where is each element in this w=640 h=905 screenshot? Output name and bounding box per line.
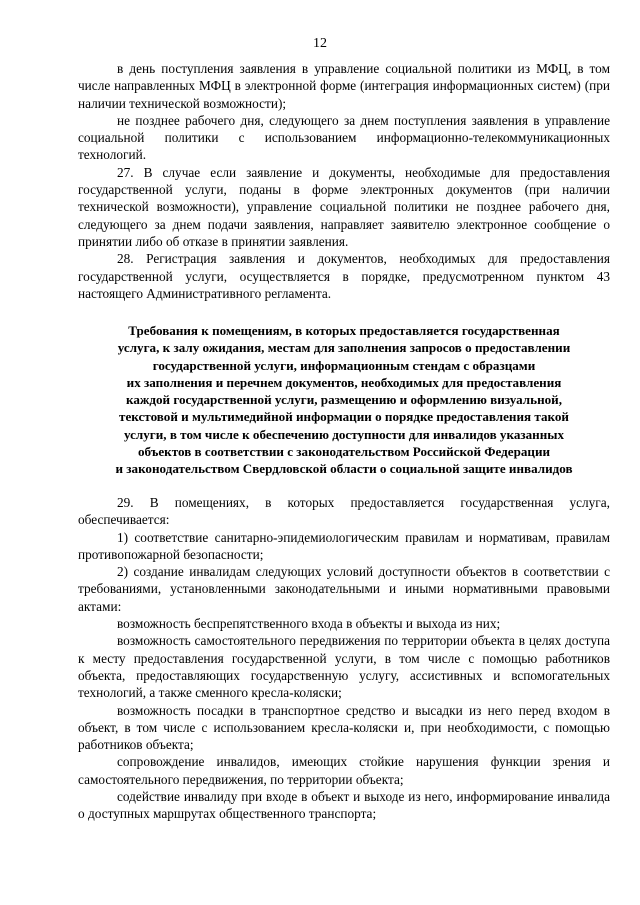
paragraph: 29. В помещениях, в которых предоставляется государственная услуга, обеспечивается: bbox=[78, 495, 610, 528]
heading-line: услуги, в том числе к обеспечению доступности для инвалидов указанных bbox=[123, 426, 565, 442]
paragraph: не позднее рабочего дня, следующего за днем поступления заявления в управление социальной политики с использованием информационно-телекоммуникационных технологий. bbox=[78, 112, 610, 163]
heading-line: Требования к помещениям, в которых предоставляется государственная bbox=[128, 323, 560, 338]
paragraph: сопровождение инвалидов, имеющих стойкие нарушения функции зрения и самостоятельного передвижения, по территории объекта; bbox=[78, 754, 610, 787]
paragraph: 28. Регистрация заявления и документов, необходимых для предоставления государственной услуги, осуществляется в порядке, предусмотренном пунктом 43 настоящего Административного регламента. bbox=[78, 251, 610, 301]
paragraph: содействие инвалиду при входе в объект и выходе из него, информирование инвалида о доступных маршрутах общественного транспорта; bbox=[78, 789, 610, 822]
paragraph: возможность посадки в транспортное средство и высадки из него перед входом в объект, в том числе с использованием кресла-коляски и, при необходимости, с помощью работников объекта; bbox=[78, 702, 610, 753]
heading-line: государственной услуги, информационным стендам с образцами bbox=[152, 357, 536, 373]
page-number: 12 bbox=[313, 36, 327, 51]
section-heading bbox=[78, 322, 610, 478]
paragraph: в день поступления заявления в управление социальной политики из МФЦ, в том числе направленных МФЦ в электронной форме (интеграция информационных систем) (при наличии технической возможности); bbox=[78, 61, 610, 111]
paragraph: 1) соответствие санитарно-эпидемиологическим правилам и нормативам, правилам противопожарной безопасности; bbox=[78, 529, 610, 562]
heading-line: их заполнения и перечнем документов, необходимых для предоставления bbox=[126, 374, 562, 390]
heading-line: и законодательством Свердловской области о социальной защите инвалидов bbox=[115, 461, 573, 477]
paragraph: возможность беспрепятственного входа в объекты и выхода из них; bbox=[117, 616, 501, 632]
heading-line: текстовой и мультимедийной информации о порядке предоставления такой bbox=[119, 409, 569, 425]
paragraph: возможность самостоятельного передвижения по территории объекта в целях доступа к месту предоставления государственной услуги, в том числе с помощью работников объекта, предоставляющих государственную услугу, ассистивных и вспомогательных технологий, а также сменного кресла-коляски; bbox=[78, 633, 610, 701]
heading-line: объектов в соответствии с законодательством Российской Федерации bbox=[137, 444, 551, 460]
bottom-section bbox=[78, 494, 610, 823]
top-section bbox=[78, 60, 610, 302]
paragraph: 27. В случае если заявление и документы, необходимые для предоставления государственной услуги, поданы в форме электронных документов (при наличии технической возможности), управление социальной политики не позднее рабочего дня, следующего за днем подачи заявления, направляет заявителю электронное сообщение о принятии либо об отказе в принятии заявления. bbox=[78, 164, 610, 249]
paragraph: 2) создание инвалидам следующих условий доступности объектов в соответствии с требованиями, установленными законодательными и иными нормативными правовыми актами: bbox=[78, 564, 610, 614]
heading-line: услуга, к залу ожидания, местам для заполнения запросов о предоставлении bbox=[117, 340, 571, 356]
heading-line: каждой государственной услуги, размещению и оформлению визуальной, bbox=[125, 392, 562, 408]
